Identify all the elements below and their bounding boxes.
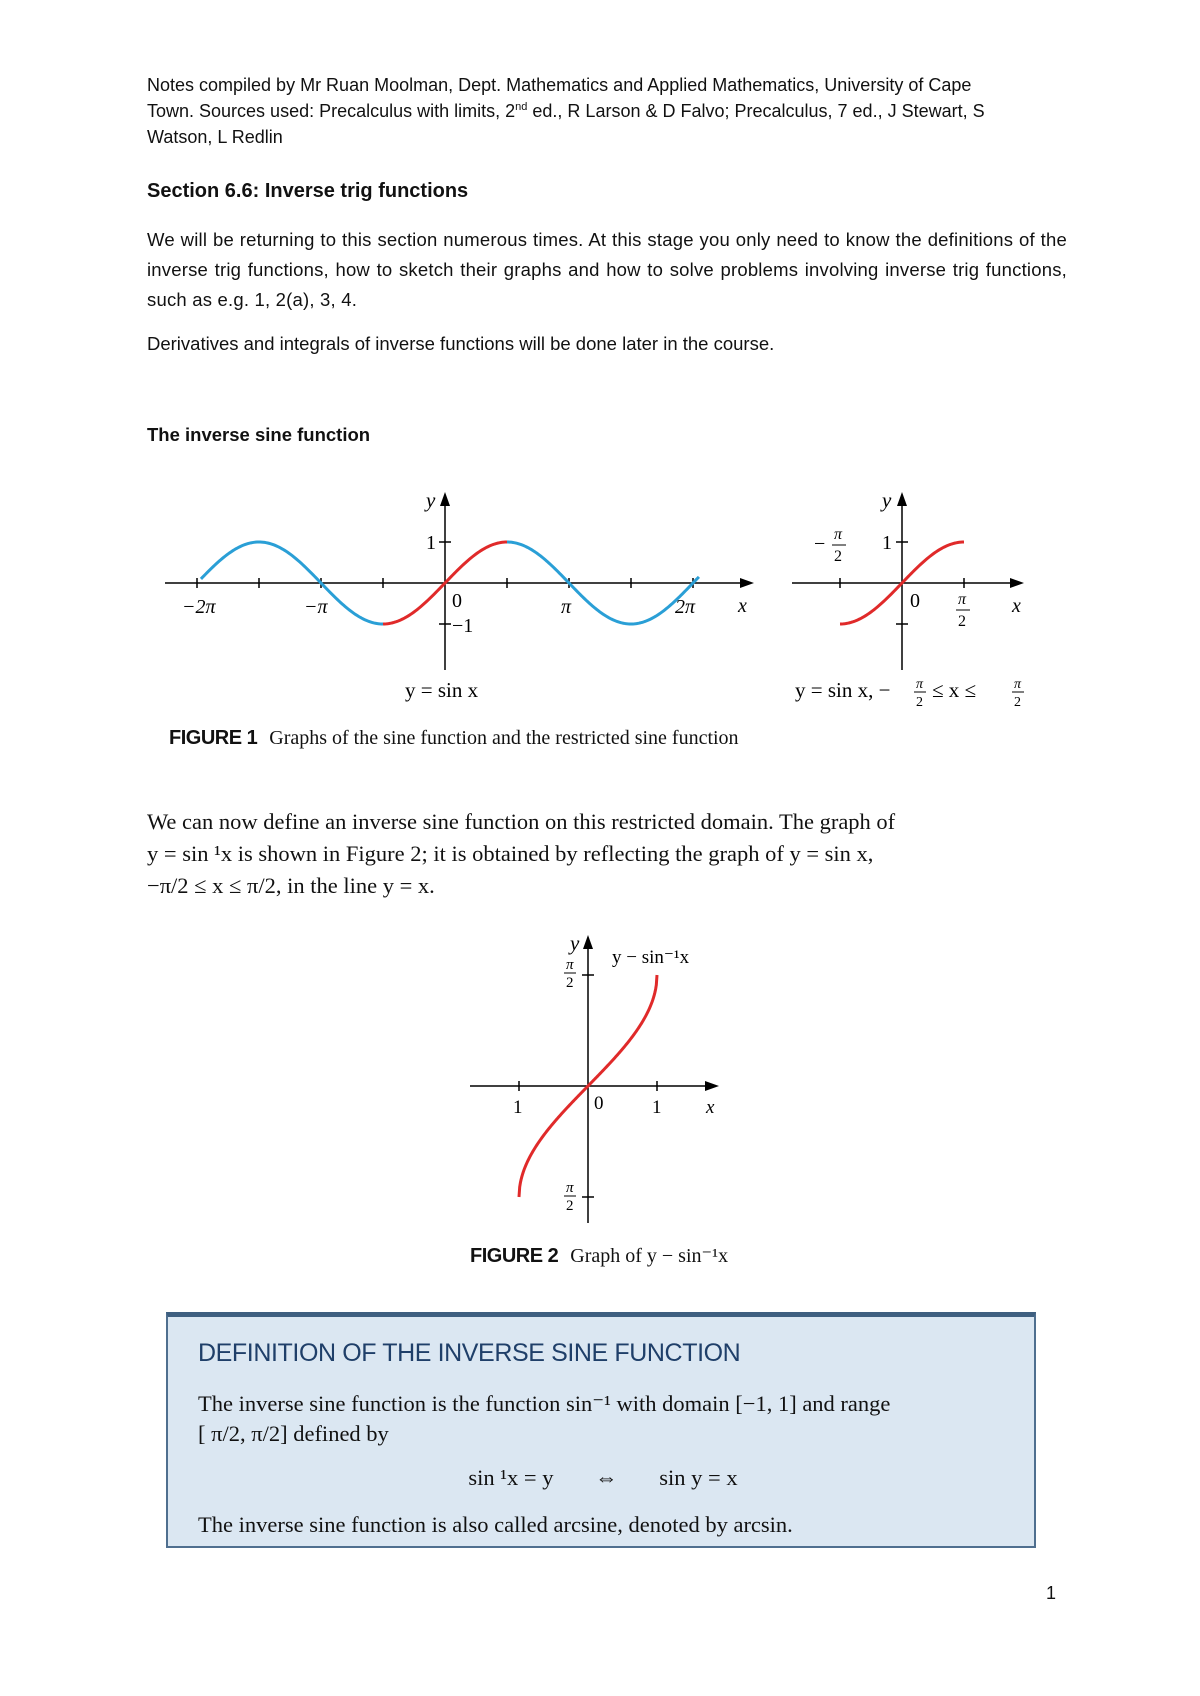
x-axis-arrow xyxy=(740,578,754,588)
paragraph-line-2: y = sin ¹x is shown in Figure 2; it is obtained by reflecting the graph of y = sin x, xyxy=(147,841,874,866)
neg-sign: − xyxy=(814,533,826,555)
figure-1-sine-graph xyxy=(160,482,760,707)
equation-right: sin y = x xyxy=(659,1465,738,1490)
pos-pi-numerator: π xyxy=(958,591,967,608)
y-axis-label: y xyxy=(426,488,436,512)
x-axis-label: x xyxy=(738,595,747,617)
header-line-3: Watson, L Redlin xyxy=(147,127,283,147)
header-line-2-sup: nd xyxy=(515,101,528,113)
header-line-2-post: ed., R Larson & D Falvo; Precalculus, 7 ed., J Stewart, S xyxy=(527,101,985,121)
x-axis-arrow xyxy=(705,1081,719,1091)
definition-footer: The inverse sine function is also called arcsine, denoted by arcsin. xyxy=(198,1512,793,1537)
neg-pi-denominator: 2 xyxy=(834,548,842,565)
figure-1-caption xyxy=(169,727,739,750)
tick-label-2pi: 2π xyxy=(675,596,696,618)
definition-body-line-1: The inverse sine function is the function sin⁻¹ with domain [−1, 1] and range xyxy=(198,1391,891,1416)
header-line-2 xyxy=(147,98,1067,124)
neg-pi-2-numerator: π xyxy=(566,1180,574,1196)
tick-label-1: 1 xyxy=(882,532,892,554)
figure-2-caption xyxy=(470,1243,728,1268)
tick-label-neg2pi: −2π xyxy=(182,596,216,618)
paragraph-line-3: −π/2 ≤ x ≤ π/2, in the line y = x. xyxy=(147,873,435,898)
tick-label-1: 1 xyxy=(652,1097,662,1118)
header-note xyxy=(147,72,1067,150)
curve-label: y − sin⁻¹x xyxy=(612,947,690,968)
header-line-2-pre: Town. Sources used: Precalculus with limits, 2 xyxy=(147,101,516,121)
origin-label: 0 xyxy=(452,590,462,612)
definition-equation xyxy=(168,1465,1038,1491)
y-axis-label: y xyxy=(570,931,580,955)
caption-two-1: 2 xyxy=(916,695,923,707)
figure-2-label: FIGURE 2 xyxy=(470,1245,559,1267)
header-line-1: Notes compiled by Mr Ruan Moolman, Dept. Mathematics and Applied Mathematics, University of Cape xyxy=(147,75,972,95)
figure-2-text: Graph of y − sin⁻¹x xyxy=(570,1245,729,1267)
x-axis-label: x xyxy=(706,1097,715,1118)
tick-label-pi: π xyxy=(561,596,572,618)
pi-2-denominator: 2 xyxy=(566,975,574,991)
pos-pi-denominator: 2 xyxy=(958,613,966,630)
pi-2-numerator: π xyxy=(566,957,574,973)
definition-body xyxy=(198,1389,998,1449)
definition-body-line-2: [ π/2, π/2] defined by xyxy=(198,1421,389,1446)
graph-caption: y = sin x xyxy=(405,678,479,702)
tick-label-neg1: −1 xyxy=(452,615,474,637)
tick-label-neg1: 1 xyxy=(513,1097,523,1118)
figure-1-restricted-sine-graph xyxy=(790,482,1040,707)
origin-label: 0 xyxy=(594,1093,604,1114)
caption-pi-2: π xyxy=(1014,677,1022,692)
neg-pi-numerator: π xyxy=(834,526,843,543)
origin-label: 0 xyxy=(910,590,920,612)
y-axis-arrow xyxy=(583,935,593,949)
x-axis-label: x xyxy=(1012,595,1021,617)
caption-two-2: 2 xyxy=(1014,695,1021,707)
x-axis-arrow xyxy=(1010,578,1024,588)
section-title: Section 6.6: Inverse trig functions xyxy=(147,180,469,202)
definition-paragraph xyxy=(147,806,1047,902)
y-axis-arrow xyxy=(897,492,907,506)
neg-pi-2-denominator: 2 xyxy=(566,1198,574,1214)
y-axis-arrow xyxy=(440,492,450,506)
figure-1-text: Graphs of the sine function and the restricted sine function xyxy=(269,727,739,749)
intro-paragraph-2: Derivatives and integrals of inverse functions will be done later in the course. xyxy=(147,333,775,354)
paragraph-line-1: We can now define an inverse sine function on this restricted domain. The graph of xyxy=(147,809,896,834)
tick-label-negpi: −π xyxy=(304,596,328,618)
subsection-title: The inverse sine function xyxy=(147,424,371,445)
caption-mid: ≤ x ≤ xyxy=(932,678,977,702)
definition-box xyxy=(166,1312,1036,1548)
equation-left: sin ¹x = y xyxy=(468,1465,554,1490)
iff-arrow: ⇔ xyxy=(595,1465,618,1490)
page-number: 1 xyxy=(1046,1583,1057,1603)
figure-2-arcsine-graph xyxy=(460,925,730,1230)
intro-paragraph: We will be returning to this section numerous times. At this stage you only need to know the definitions of the inverse trig functions, how to sketch their graphs and how to solve problems involving inverse trig functions, such as e.g. 1, 2(a), 3, 4. xyxy=(147,229,1067,310)
figure-1-label: FIGURE 1 xyxy=(169,727,258,749)
tick-label-1: 1 xyxy=(426,532,436,554)
caption-pre: y = sin x, − xyxy=(795,678,891,702)
caption-pi-1: π xyxy=(916,677,924,692)
y-axis-label: y xyxy=(882,488,892,512)
definition-title: DEFINITION OF THE INVERSE SINE FUNCTION xyxy=(198,1339,741,1367)
